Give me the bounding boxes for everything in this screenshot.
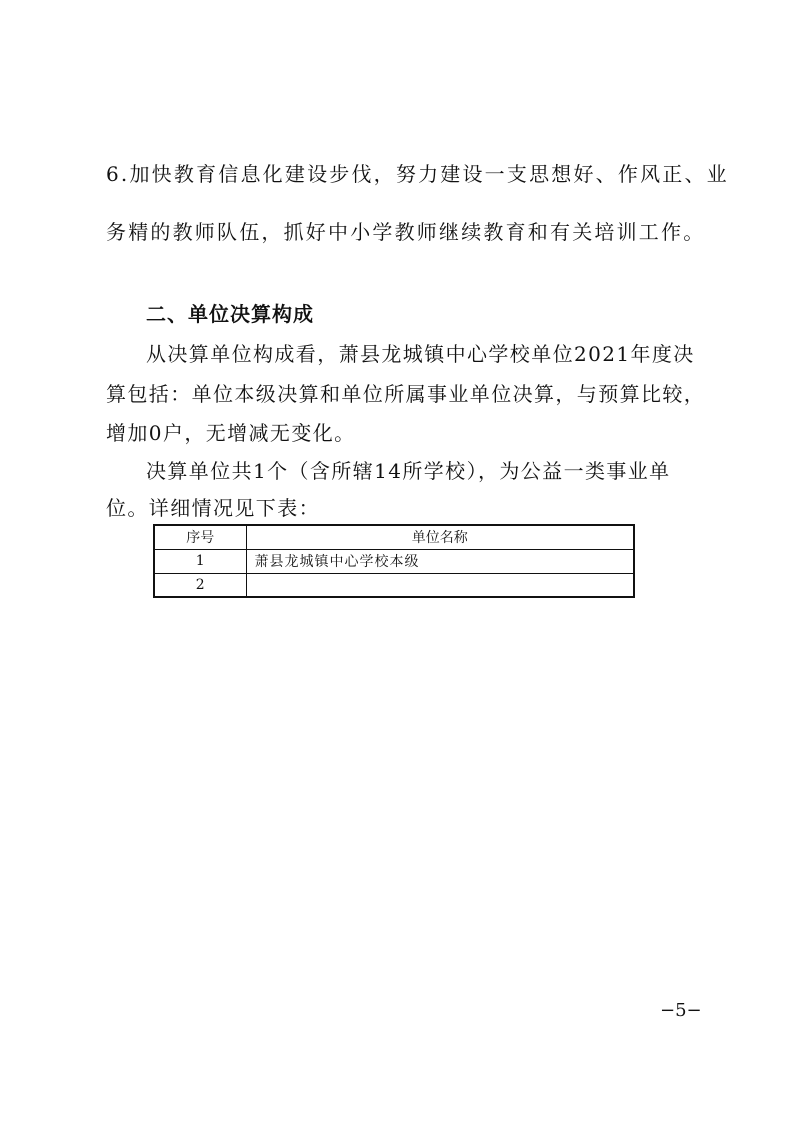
page-number: −5− — [660, 1000, 702, 1021]
table-header-row — [154, 525, 634, 549]
composition-line-1: 从决算单位构成看，萧县龙城镇中心学校单位2021年度决 — [146, 342, 695, 366]
row-seq: 1 — [154, 549, 246, 573]
row-unit-name: 萧县龙城镇中心学校本级 — [246, 549, 634, 573]
units-line-1: 决算单位共1个（含所辖14所学校），为公益一类事业单 — [146, 459, 671, 483]
item6-line-1: 6.加快教育信息化建设步伐，努力建设一支思想好、作风正、业 — [106, 162, 729, 186]
section-heading: 二、单位决算构成 — [146, 302, 314, 326]
header-unit-name: 单位名称 — [246, 525, 634, 549]
table-row — [154, 549, 634, 573]
item6-line-2: 务精的教师队伍，抓好中小学教师继续教育和有关培训工作。 — [106, 220, 706, 244]
header-seq: 序号 — [154, 525, 246, 549]
row-unit-name — [246, 573, 634, 597]
row-seq: 2 — [154, 573, 246, 597]
units-line-2: 位。详细情况见下表： — [106, 496, 320, 520]
table-row — [154, 573, 634, 597]
composition-line-3: 增加0户，无增减无变化。 — [106, 421, 356, 445]
composition-line-2: 算包括：单位本级决算和单位所属事业单位决算，与预算比较， — [106, 382, 706, 406]
unit-table — [153, 524, 635, 598]
